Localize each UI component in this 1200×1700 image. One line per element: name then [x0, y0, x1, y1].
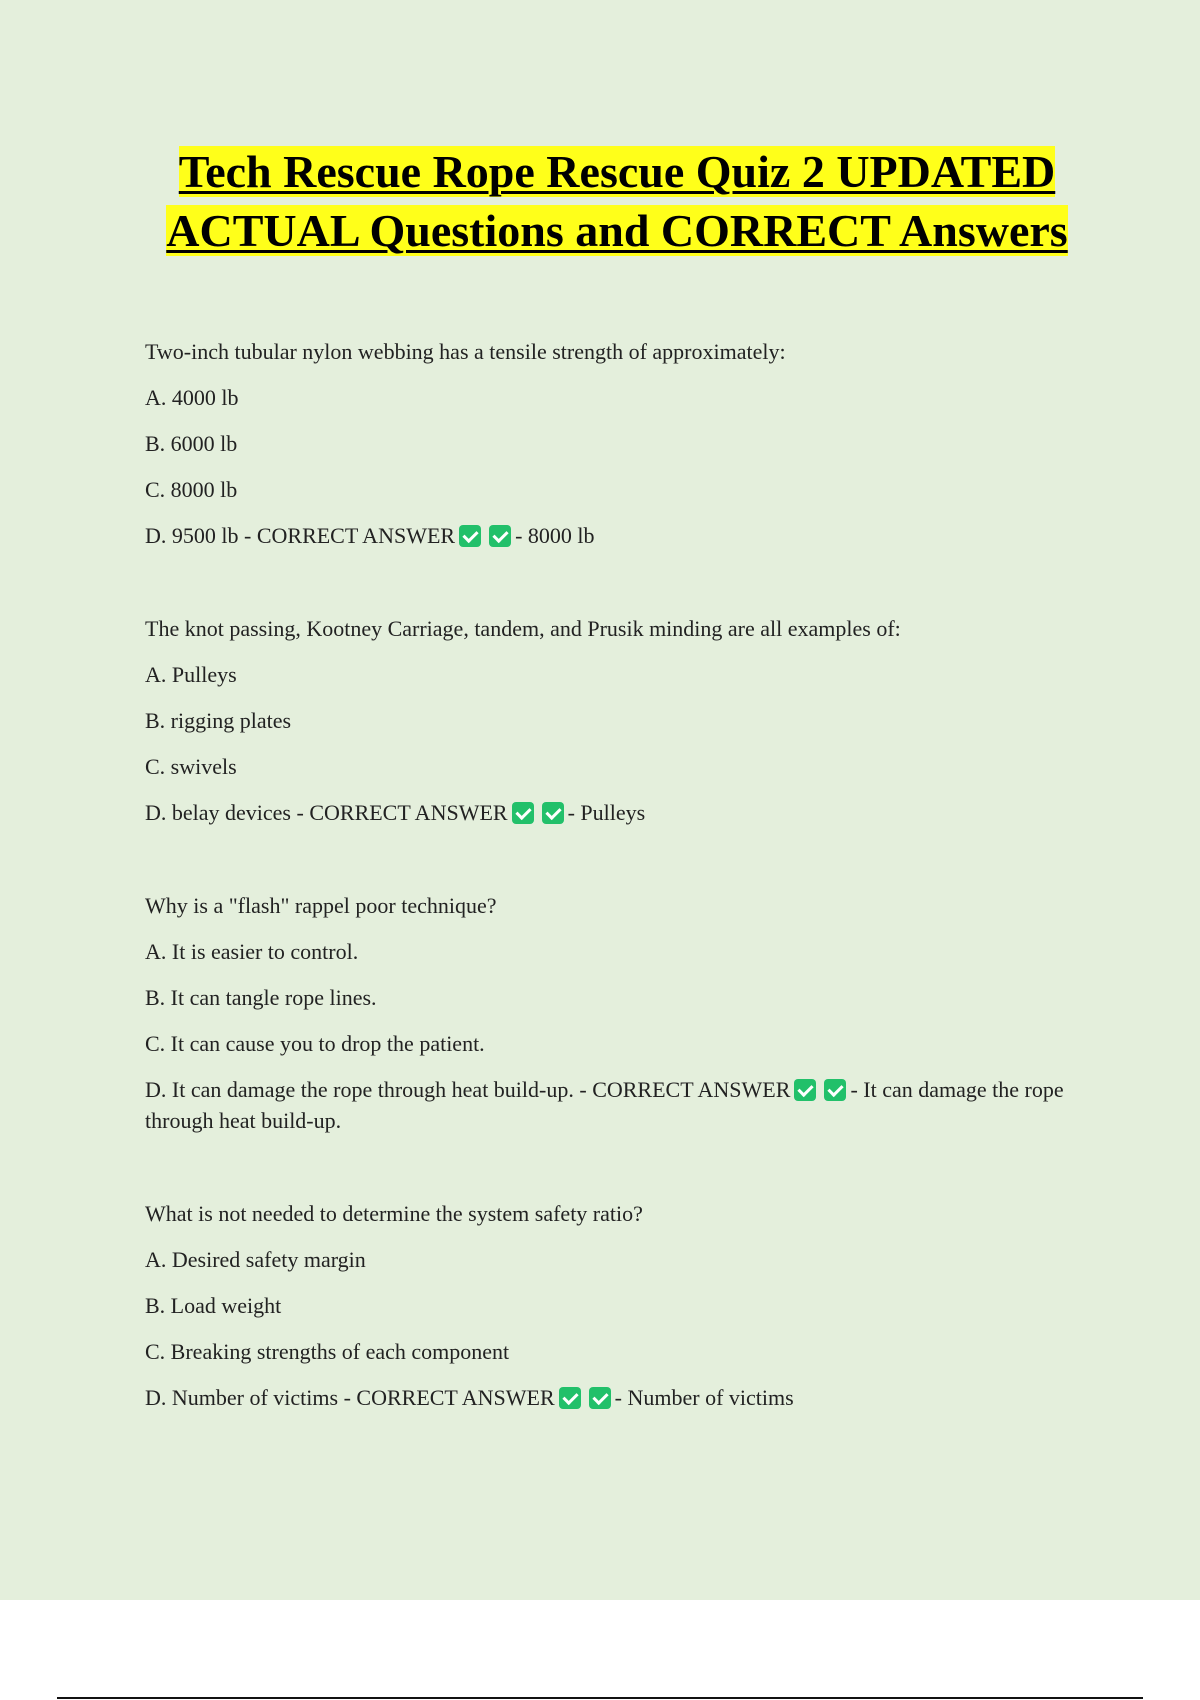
- correct-answer-text: - It can damage the rope through heat build-up.: [145, 1077, 1064, 1133]
- question-text: The knot passing, Kootney Carriage, tandem, and Prusik minding are all examples of:: [145, 616, 901, 641]
- option-d-with-answer: [145, 797, 1095, 828]
- question-block-4: [145, 1198, 1095, 1413]
- correct-answer-marker: CORRECT ANSWER: [592, 1077, 791, 1102]
- check-mark-icon: [459, 525, 481, 547]
- option-b: B. rigging plates: [145, 708, 292, 733]
- correct-answer-marker: CORRECT ANSWER: [356, 1385, 555, 1410]
- option-a: A. Pulleys: [145, 662, 237, 687]
- question-text: Why is a "flash" rappel poor technique?: [145, 893, 497, 918]
- option-d-with-answer: [145, 520, 1095, 551]
- option-d: D. 9500 lb -: [145, 523, 252, 548]
- quiz-content: [145, 336, 1095, 1475]
- option-b: B. It can tangle rope lines.: [145, 985, 377, 1010]
- check-mark-icon: [559, 1387, 581, 1409]
- question-block-1: [145, 336, 1095, 551]
- option-c: C. It can cause you to drop the patient.: [145, 1031, 485, 1056]
- question-text: Two-inch tubular nylon webbing has a tensile strength of approximately:: [145, 339, 786, 364]
- option-c: C. 8000 lb: [145, 477, 238, 502]
- correct-answer-marker: CORRECT ANSWER: [309, 800, 508, 825]
- footer-divider: [57, 1697, 1143, 1699]
- option-d: D. Number of victims -: [145, 1385, 351, 1410]
- option-a: A. It is easier to control.: [145, 939, 359, 964]
- option-d: D. belay devices -: [145, 800, 304, 825]
- option-d-with-answer: [145, 1074, 1095, 1136]
- option-c: C. Breaking strengths of each component: [145, 1339, 510, 1364]
- check-mark-icon: [489, 525, 511, 547]
- option-b: B. Load weight: [145, 1293, 282, 1318]
- check-mark-icon: [512, 802, 534, 824]
- check-mark-icon: [794, 1079, 816, 1101]
- option-b: B. 6000 lb: [145, 431, 238, 456]
- option-d: D. It can damage the rope through heat build-up. -: [145, 1077, 587, 1102]
- correct-answer-text: - Number of victims: [614, 1385, 794, 1410]
- correct-answer-text: - Pulleys: [567, 800, 646, 825]
- option-a: A. Desired safety margin: [145, 1247, 366, 1272]
- question-block-2: [145, 613, 1095, 828]
- document-title: [130, 142, 1104, 260]
- check-mark-icon: [542, 802, 564, 824]
- check-mark-icon: [824, 1079, 846, 1101]
- document-title-text: Tech Rescue Rope Rescue Quiz 2 UPDATED ACTUAL Questions and CORRECT Answers: [166, 146, 1068, 256]
- correct-answer-marker: CORRECT ANSWER: [256, 523, 456, 548]
- check-mark-icon: [589, 1387, 611, 1409]
- question-text: What is not needed to determine the system safety ratio?: [145, 1201, 643, 1226]
- correct-answer-text: - 8000 lb: [515, 523, 595, 548]
- option-a: A. 4000 lb: [145, 385, 239, 410]
- option-d-with-answer: [145, 1382, 1095, 1413]
- question-block-3: [145, 890, 1095, 1136]
- option-c: C. swivels: [145, 754, 237, 779]
